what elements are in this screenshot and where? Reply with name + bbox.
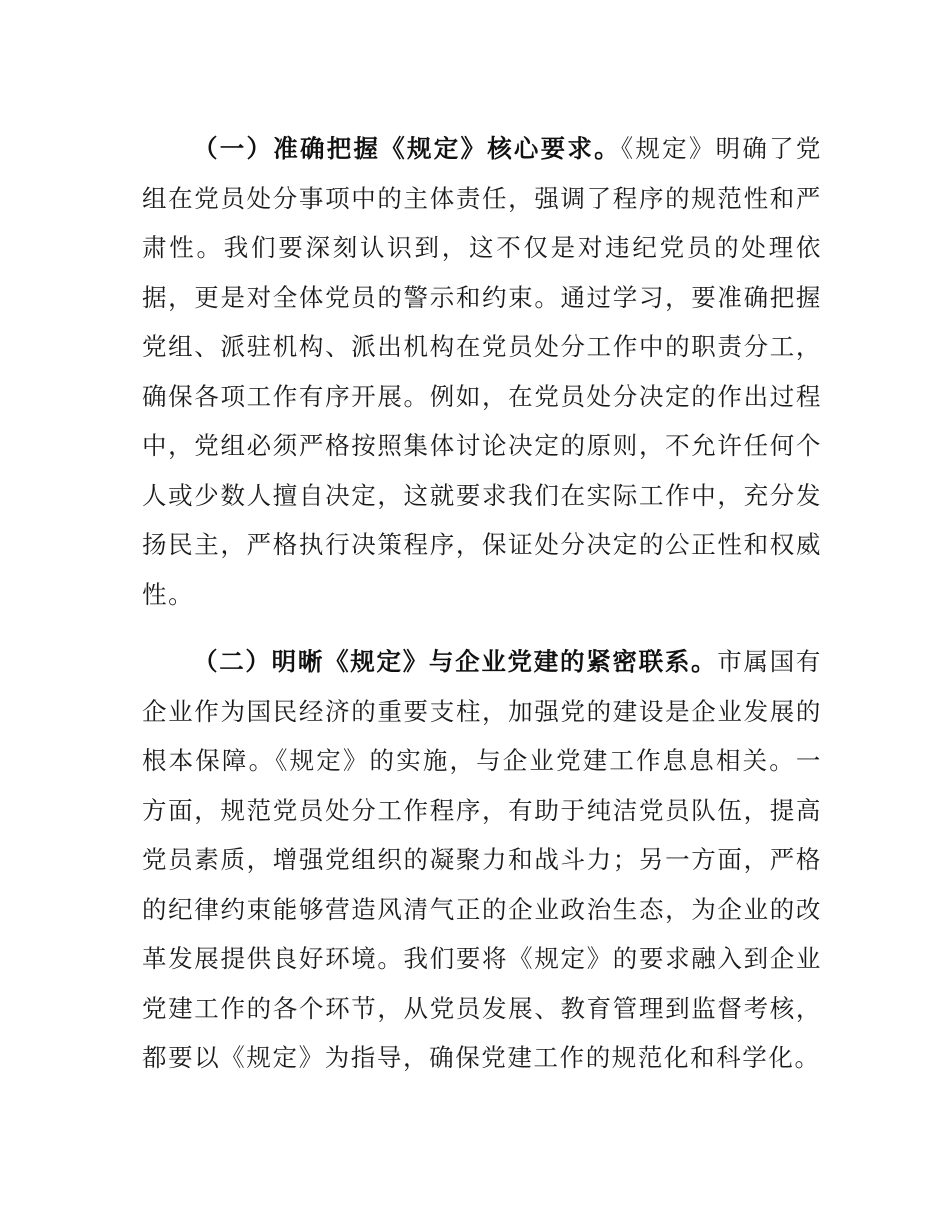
paragraph-1-body: 《规定》明确了党组在党员处分事项中的主体责任，强调了程序的规范性和严肃性。我们要深刻认识到，这不仅是对违纪党员的处理依据，更是对全体党员的警示和约束。通过学习，要准确把握党组、派驻机构、派出机构在党员处分工作中的职责分工，确保各项工作有序开展。例如，在党员处分决定的作出过程中，党组必须严格按照集体讨论决定的原则，不允许任何个人或少数人擅自决定，这就要求我们在实际工作中，充分发扬民主，严格执行决策程序，保证处分决定的公正性和权威性。 — [142, 134, 822, 609]
document-page — [142, 124, 822, 1083]
paragraph-2-heading: （二）明晰《规定》与企业党建的紧密联系。 — [193, 647, 718, 676]
paragraph-1 — [142, 124, 822, 619]
paragraph-1-heading: （一）准确把握《规定》核心要求。 — [193, 134, 621, 163]
paragraph-2-body: 市属国有企业作为国民经济的重要支柱，加强党的建设是企业发展的根本保障。《规定》的实施，与企业党建工作息息相关。一方面，规范党员处分工作程序，有助于纯洁党员队伍，提高党员素质，增强党组织的凝聚力和战斗力；另一方面，严格的纪律约束能够营造风清气正的企业政治生态，为企业的改革发展提供良好环境。我们要将《规定》的要求融入到企业党建工作的各个环节，从党员发展、教育管理到监督考核，都要以《规定》为指导，确保党建工作的规范化和科学化。 — [142, 647, 823, 1072]
paragraph-2 — [142, 637, 822, 1083]
